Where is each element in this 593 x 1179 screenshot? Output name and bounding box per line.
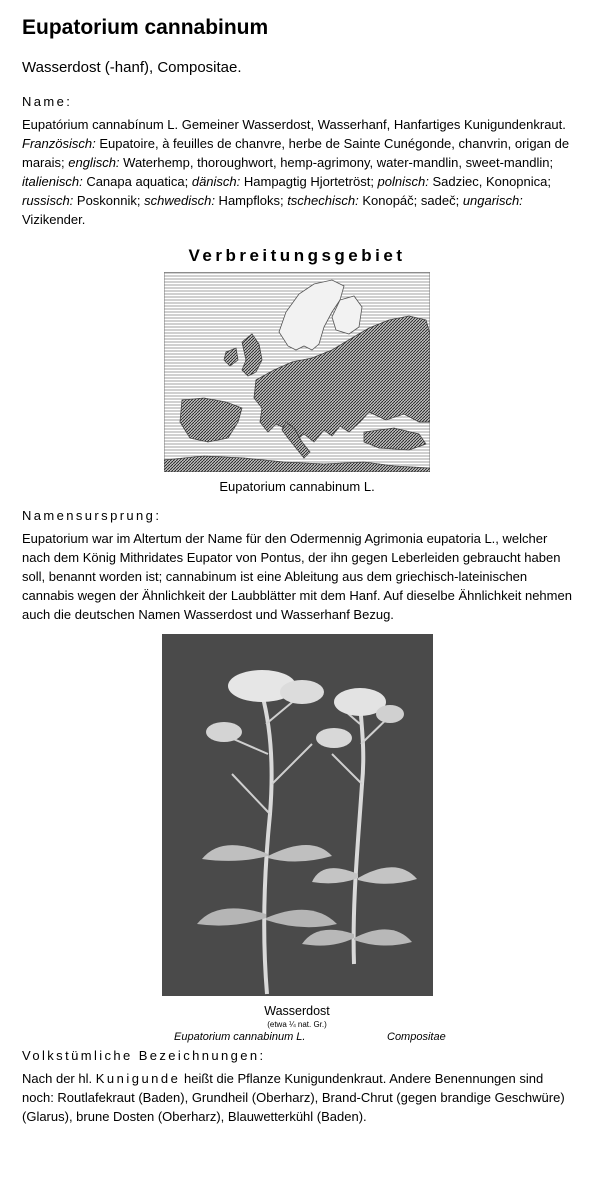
plant-photo — [162, 634, 433, 996]
distribution-map — [164, 272, 430, 472]
name-text: Poskonnik; — [73, 193, 145, 208]
language-label: italienisch: — [22, 174, 83, 189]
photo-family: Compositae — [387, 1031, 446, 1043]
document-page — [22, 14, 572, 1126]
name-text: Hampfloks; — [214, 193, 288, 208]
flower-cluster — [280, 680, 324, 704]
name-text: Konopáč; sadeč; — [358, 193, 463, 208]
name-text: Eupatoire, à feuilles de chanvre, herbe de Sainte Cunégonde, chanvrin, origan de marais; — [22, 136, 570, 170]
language-label: tschechisch: — [287, 193, 359, 208]
name-text: Vizikender. — [22, 212, 86, 227]
photo-latin-name: Eupatorium cannabinum L. — [174, 1031, 306, 1043]
language-label: polnisch: — [377, 174, 429, 189]
photo-names — [22, 1030, 572, 1044]
folk-text-after: heißt die Pflanze Kunigundenkraut. Andere Benennungen sind noch: Routlafekraut (Baden), Grundheil (Oberharz), Brand-Chrut (gegen brandige Geschwüre) (Glarus), brune Dosten (Oberharz), Blauwetterkühl (Baden). — [22, 1071, 565, 1124]
folk-paragraph — [22, 1069, 572, 1126]
language-label: ungarisch: — [462, 193, 523, 208]
flower-cluster — [376, 705, 404, 723]
origin-heading: Namensursprung: — [22, 508, 162, 523]
map-caption: Eupatorium cannabinum L. — [219, 479, 375, 494]
name-text: Hampagtig Hjortetröst; — [240, 174, 378, 189]
folk-text-before: Nach der hl. — [22, 1071, 96, 1086]
name-paragraph — [22, 115, 572, 229]
name-text: Eupatórium cannabínum L. Gemeiner Wasserdost, Wasserhanf, Hanfartiges Kunigundenkraut. — [22, 117, 566, 132]
name-text: Waterhemp, thoroughwort, hemp-agrimony, water-mandlin, sweet-mandlin; — [119, 155, 554, 170]
name-text: Canapa aquatica; — [82, 174, 192, 189]
language-label: russisch: — [22, 193, 74, 208]
photo-caption: Wasserdost — [264, 1004, 330, 1018]
folk-spaced-word: Kunigunde — [95, 1071, 181, 1086]
language-label: englisch: — [68, 155, 120, 170]
photo-scale: (etwa ¼ nat. Gr.) — [267, 1020, 327, 1029]
name-heading: Name: — [22, 94, 73, 109]
origin-paragraph: Eupatorium war im Altertum der Name für den Odermennig Agrimonia eupatoria L., welcher nach dem König Mithridates Eupator von Pontus, der ihn gegen Leberleiden gebraucht haben soll, benannt worden ist; cannabinum ist eine Ableitung aus dem griechisch-lateinischen cannabis wegen der Ähnlichkeit der Laubblätter mit dem Hanf. Auf dieselbe Ähnlichkeit nehmen auch die deutschen Namen Wasserdost und Wasserhanf Bezug. — [22, 531, 572, 622]
flower-cluster — [206, 722, 242, 742]
page-title: Eupatorium cannabinum — [22, 16, 269, 39]
folk-heading: Volkstümliche Bezeichnungen: — [22, 1048, 266, 1063]
language-label: schwedisch: — [144, 193, 215, 208]
language-label: Französisch: — [22, 136, 96, 151]
name-text: Sadziec, Konopnica; — [428, 174, 551, 189]
page-subtitle: Wasserdost (-hanf), Compositae. — [22, 59, 242, 76]
distribution-heading: Verbreitungsgebiet — [188, 246, 406, 265]
language-label: dänisch: — [191, 174, 241, 189]
flower-cluster — [316, 728, 352, 748]
